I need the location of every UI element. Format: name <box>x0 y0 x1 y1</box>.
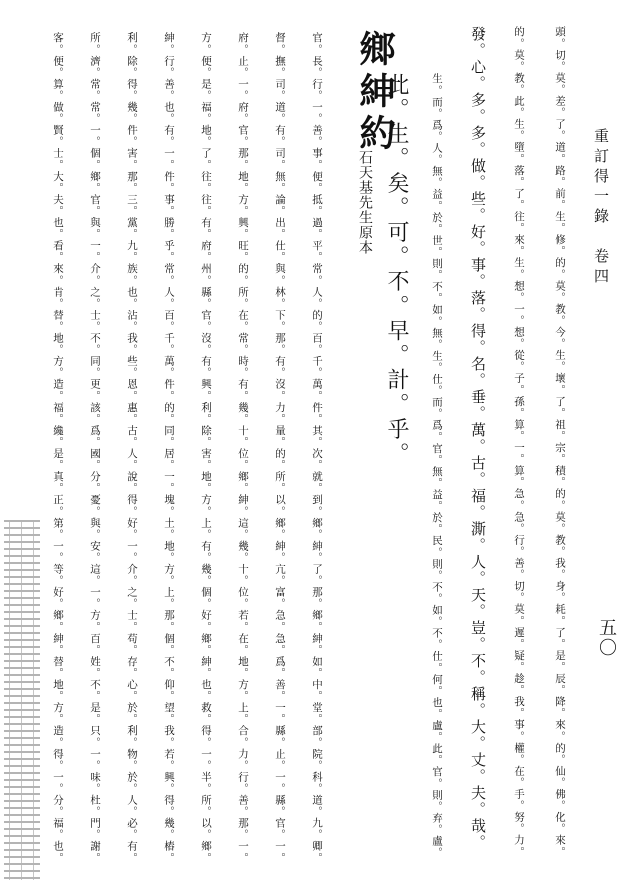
text-column-l7: 所。濟。常。常。一。個。鄉。官。與。一。介。之。士。不。同。更。該。爲。國。分。憂。與。安。這。一。方。百。姓。不。是。只。一。味。杜。門。謝。 <box>89 32 101 864</box>
text-column-l1: 官。長。行。一。善。事。便。抵。過。平。常。人。的。百。千。萬。件。其。次。就。到。鄉。紳。了。那。鄉。紳。如。中。堂。部。院。科。道。九。卿。 <box>311 32 323 864</box>
running-title: 重訂得一錄 卷四 <box>592 128 610 288</box>
text-column-r1: 頭。切。莫。差。了。道。路。前。生。修。的。莫。教。今。生。壞。了。祖。宗。積。的。莫。教。我。身。耗。了。是。辰。降。來。的。仙。佛。化。來。 <box>554 26 566 858</box>
text-column-l5: 紳。行。善。也。有。一。件。事。勝。乎。常。人。百。千。萬。件。的。同。居。一。塊。土。地。方。上。那。個。不。仰。望。我。若。興。得。幾。樁。 <box>163 32 175 864</box>
text-column-l2: 督。撫。司。道。有。司。無。論。出。仕。與。林。下。那。有。沒。力。量。的。所。以。鄉。紳。亢。富。急。急。爲。善。一。縣。止。一。縣。官。一。 <box>274 32 286 864</box>
author-note: 石天基先生原本 <box>357 150 373 255</box>
text-column-r4: 生。而。爲。人。無。益。於。世。則。不。如。無。生。仕。而。爲。官。無。益。於。民。則。不。如。不。仕。何。也。盧。此。官。則。弃。盧。 <box>431 73 443 859</box>
text-column-r2: 的。莫。教。此。生。墮。落。了。往。來。生。想。一。想。從。子。孫。算。一。算。急。急。行。善。切。莫。遲。疑。趁。我。事。權。在。手。努。力。 <box>513 26 525 858</box>
text-column-r3: 發。心。多。多。做。些。好。事。落。得。名。垂。萬。古。福。澌。人。天。豈。不。稱。大。丈。夫。哉。 <box>469 26 487 851</box>
page-number: 五〇 <box>596 618 617 658</box>
text-column-l4: 方。便。是。福。地。了。往。往。有。府。州。縣。官。沒。有。興。利。除。害。地。方。上。有。幾。個。好。鄉。紳。也。救。得。一。半。所。以。鄉。 <box>200 32 212 864</box>
text-column-l6: 利。除。得。幾。件。害。那。三。黨。九。族。也。沾。我。些。恩。惠。古。人。說。得。好。一。介。之。士。苟。存。心。於。利。物。於。人。必。有。 <box>126 32 138 864</box>
text-column-l3: 府。止。一。府。官。那。地。方。興。旺。的。所。在。常。時。有。幾。十。位。鄉。紳。這。幾。十。位。若。在。地。方。上。合。力。行。善。那。一。 <box>237 32 249 864</box>
article-title: 鄉紳約 <box>354 30 396 156</box>
scan-noise-strip <box>4 520 40 880</box>
text-column-l8: 客。便。算。做。賢。士。大。夫。也。看。來。肯。替。地。方。造。福。纔。是。真。正。第。一。等。好。鄉。紳。替。地。方。造。得。一。分。福。也。 <box>52 32 64 864</box>
text-column-r5: 此。生。矣。可。不。早。計。乎。 <box>384 73 409 467</box>
